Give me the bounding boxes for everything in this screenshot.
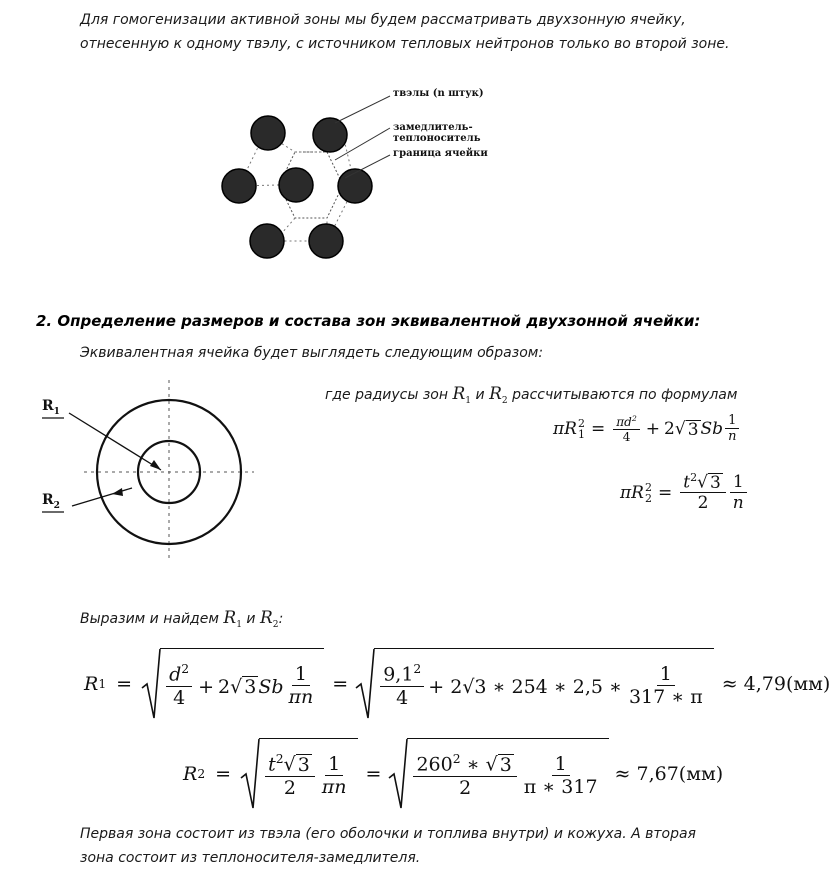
label-r1: $R_1$ <box>42 398 60 417</box>
fuel-rod <box>313 118 347 152</box>
r2-value: ≈ 7,67(мм) <box>614 763 724 785</box>
r1-middle-terms: + 2√3 ∗ 254 ∗ 2,5 ∗ <box>428 675 622 698</box>
intro-line-2: отнесенную к одному твэлу, с источником тепловых нейтронов только во второй зоне. <box>80 36 730 52</box>
formula-r1-squared: πR 2 1 = $\frac{\pi d^2}{4}$ + 2 √ 3 Sb $\frac{1}{n}$ <box>553 414 741 445</box>
fuel-rod <box>222 169 256 203</box>
conclusion-line-1: Первая зона состоит из твэла (его оболочки и топлива внутри) и кожуха. А вторая <box>80 826 696 842</box>
label-fuel-rods: твэлы (n штук) <box>393 88 484 99</box>
r2-result-formula: R 2 = $\frac{t^2√ 3}{2}$ $\frac{1}{\pi n}$ = $\frac{260^2 ∗ √ 3}{2}$ $\frac{1}{\pi ∗ 317}$ ≈ 7,67(мм) <box>183 738 723 810</box>
section-2-heading: 2. Определение размеров и состава зон эквивалентной двухзонной ячейки: <box>36 312 701 330</box>
fuel-rods <box>222 116 372 258</box>
section-2-subline: Эквивалентная ячейка будет выглядеть следующим образом: <box>80 345 544 361</box>
formula-intro: где радиусы зон $R_1$ и $R_2$ рассчитываются по формулам <box>325 384 738 406</box>
lattice-figure <box>195 78 545 288</box>
fuel-rod <box>309 224 343 258</box>
r1-result-formula: R 1 = $\frac{d^2}{4}$ + 2√ 3 Sb $\frac{1}{\pi n}$ = $\frac{9,1^2}{4}$ + 2√3 ∗ 254 ∗ 2,5 ∗ $\frac{1}{317 ∗ \pi}$ ≈ 4,79(мм) <box>84 648 830 720</box>
fuel-rod <box>338 169 372 203</box>
intro-paragraph <box>80 8 750 56</box>
formula-r2-squared: πR 2 2 = $\frac{t^2√ 3}{2}$ $\frac{1}{n}$ <box>620 472 749 514</box>
lattice-diagram <box>195 78 545 288</box>
fuel-rod <box>279 168 313 202</box>
conclusion-line-2: зона состоит из теплоносителя-замедлителя. <box>80 850 421 866</box>
fuel-rod <box>250 224 284 258</box>
r1-value: ≈ 4,79(мм) <box>721 673 830 695</box>
label-cell-boundary: граница ячейки <box>393 148 488 159</box>
fuel-rod <box>251 116 285 150</box>
express-line: Выразим и найдем $R_1$ и $R_2$: <box>80 608 284 630</box>
equivalent-cell-figure <box>14 380 314 570</box>
conclusion-paragraph <box>80 822 750 870</box>
intro-line-1: Для гомогенизации активной зоны мы будем рассматривать двухзонную ячейку, <box>80 12 686 28</box>
label-moderator: замедлитель-теплоноситель <box>393 122 481 144</box>
label-r2: $R_2$ <box>42 492 60 511</box>
